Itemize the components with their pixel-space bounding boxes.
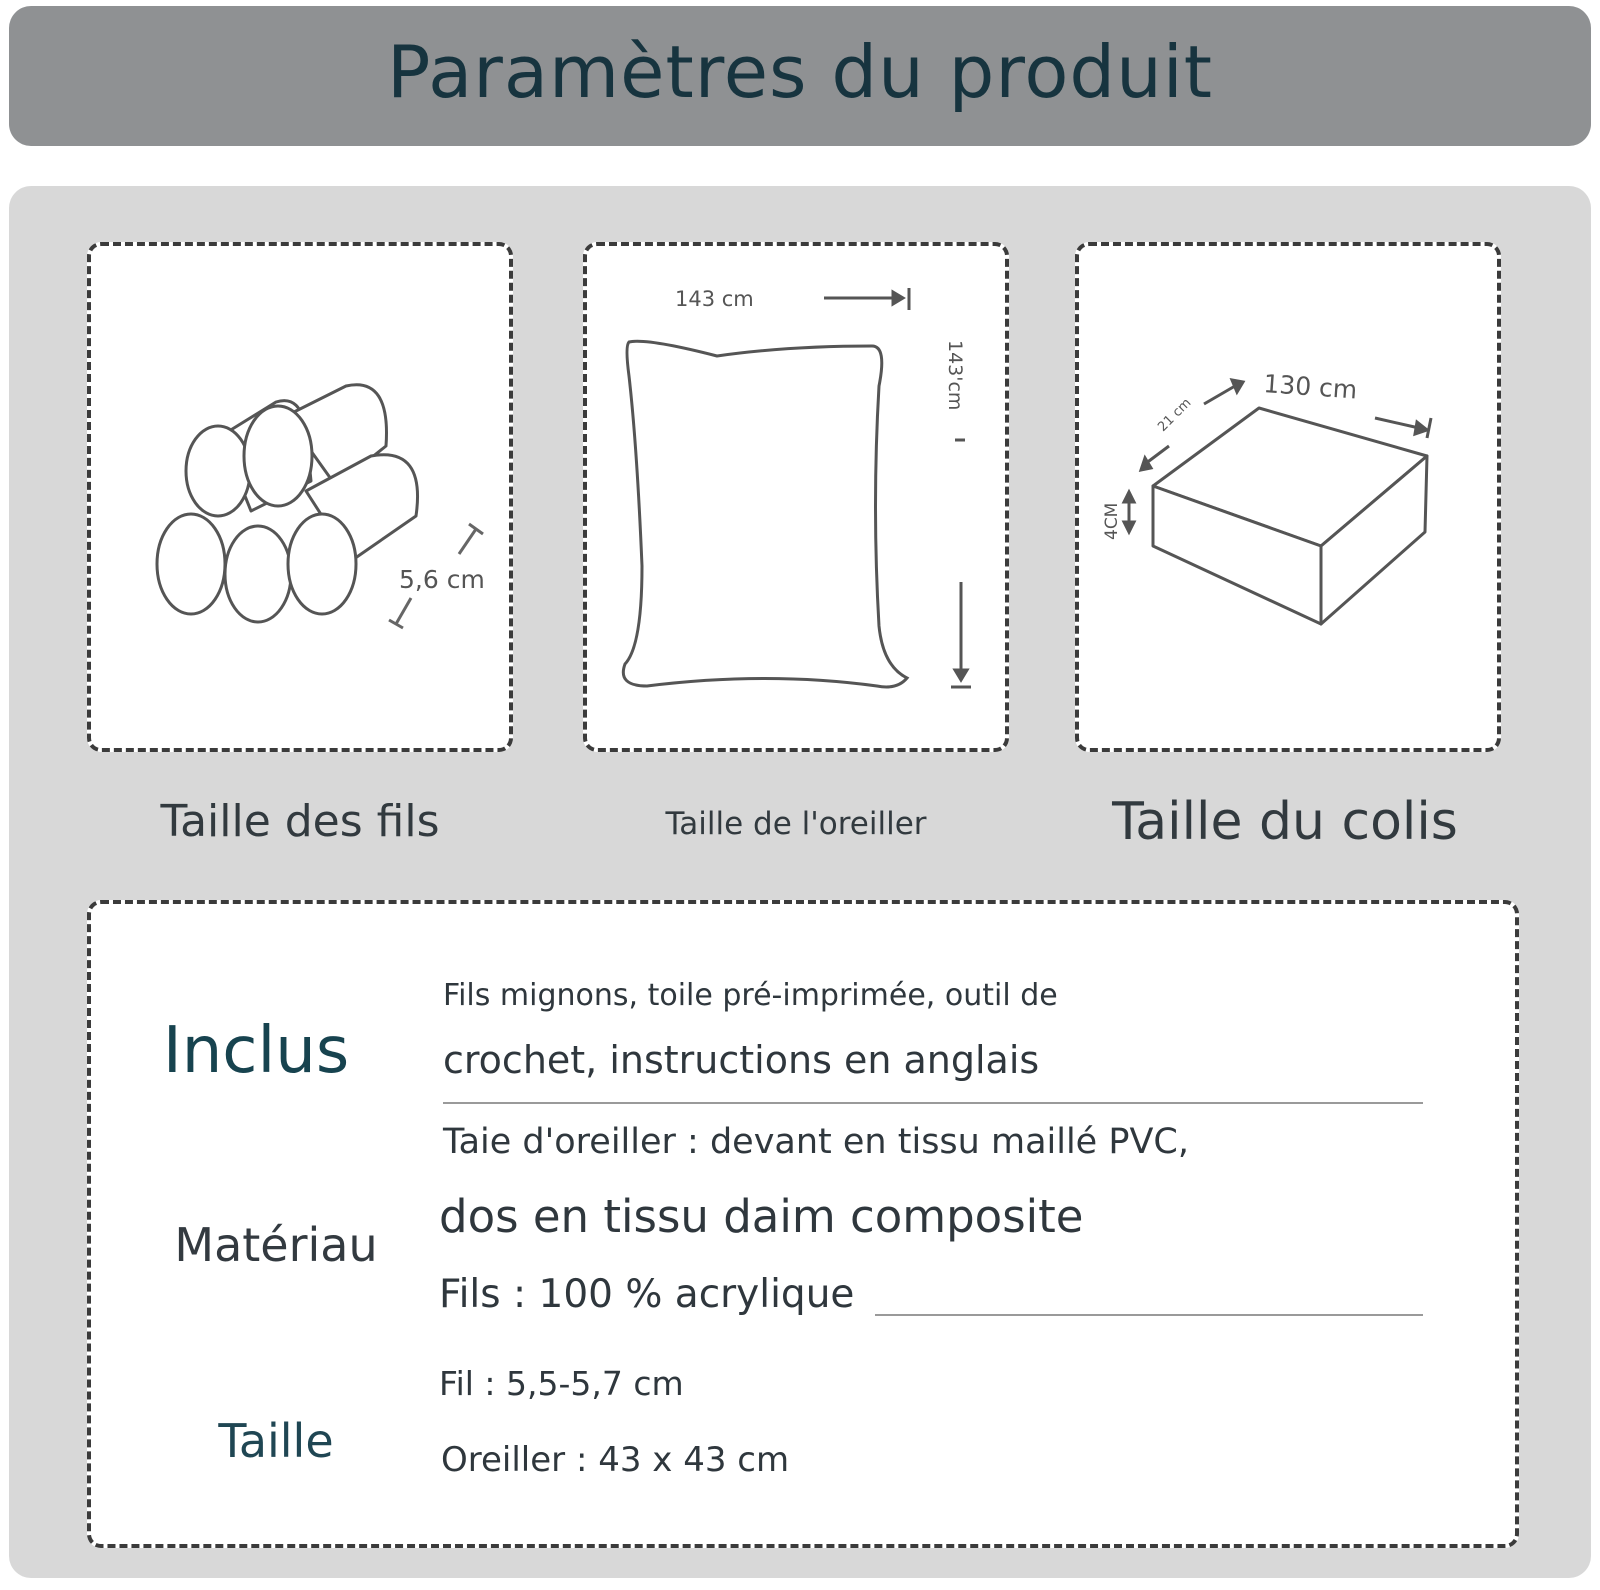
included-text-line-1: Fils mignons, toile pré-imprimée, outil de <box>443 978 1058 1013</box>
material-text-line-3: Fils : 100 % acrylique <box>439 1272 855 1317</box>
parcel-height-label: 4CM <box>1102 502 1122 540</box>
included-text-line-2: crochet, instructions en anglais <box>443 1038 1040 1082</box>
yarn-size-caption: Taille des fils <box>160 796 440 847</box>
pillow-size-card <box>583 242 1009 752</box>
material-label: Matériau <box>174 1218 378 1272</box>
specifications-box <box>87 900 1519 1548</box>
size-label: Taille <box>218 1414 334 1468</box>
page-title: Paramètres du produit <box>387 30 1213 114</box>
divider <box>443 1102 1423 1104</box>
parcel-length-label: 130 cm <box>1262 369 1359 405</box>
parameters-panel <box>9 186 1591 1578</box>
parcel-depth-label: 21 cm <box>1155 395 1195 435</box>
yarn-rolls-illustration <box>91 246 509 748</box>
material-text-line-1: Taie d'oreiller : devant en tissu maillé PVC, <box>443 1122 1189 1162</box>
pillow-outline <box>623 341 907 687</box>
yarn-size-card <box>87 242 513 752</box>
parcel-size-caption: Taille du colis <box>1112 792 1458 852</box>
size-text-line-2: Oreiller : 43 x 43 cm <box>441 1440 790 1480</box>
divider <box>875 1314 1423 1316</box>
parcel-size-card <box>1075 242 1501 752</box>
yarn-dimension-label: 5,6 cm <box>399 565 485 594</box>
material-text-line-2: dos en tissu daim composite <box>439 1190 1084 1243</box>
pillow-height-label: 143'cm <box>944 340 966 411</box>
included-label: Inclus <box>162 1014 350 1088</box>
size-text-line-1: Fil : 5,5-5,7 cm <box>439 1364 684 1403</box>
pillow-illustration <box>587 246 1005 748</box>
title-banner <box>9 6 1591 146</box>
pillow-width-label: 143 cm <box>675 287 754 311</box>
parcel-box-illustration <box>1079 246 1497 748</box>
pillow-size-caption: Taille de l'oreiller <box>665 806 927 842</box>
